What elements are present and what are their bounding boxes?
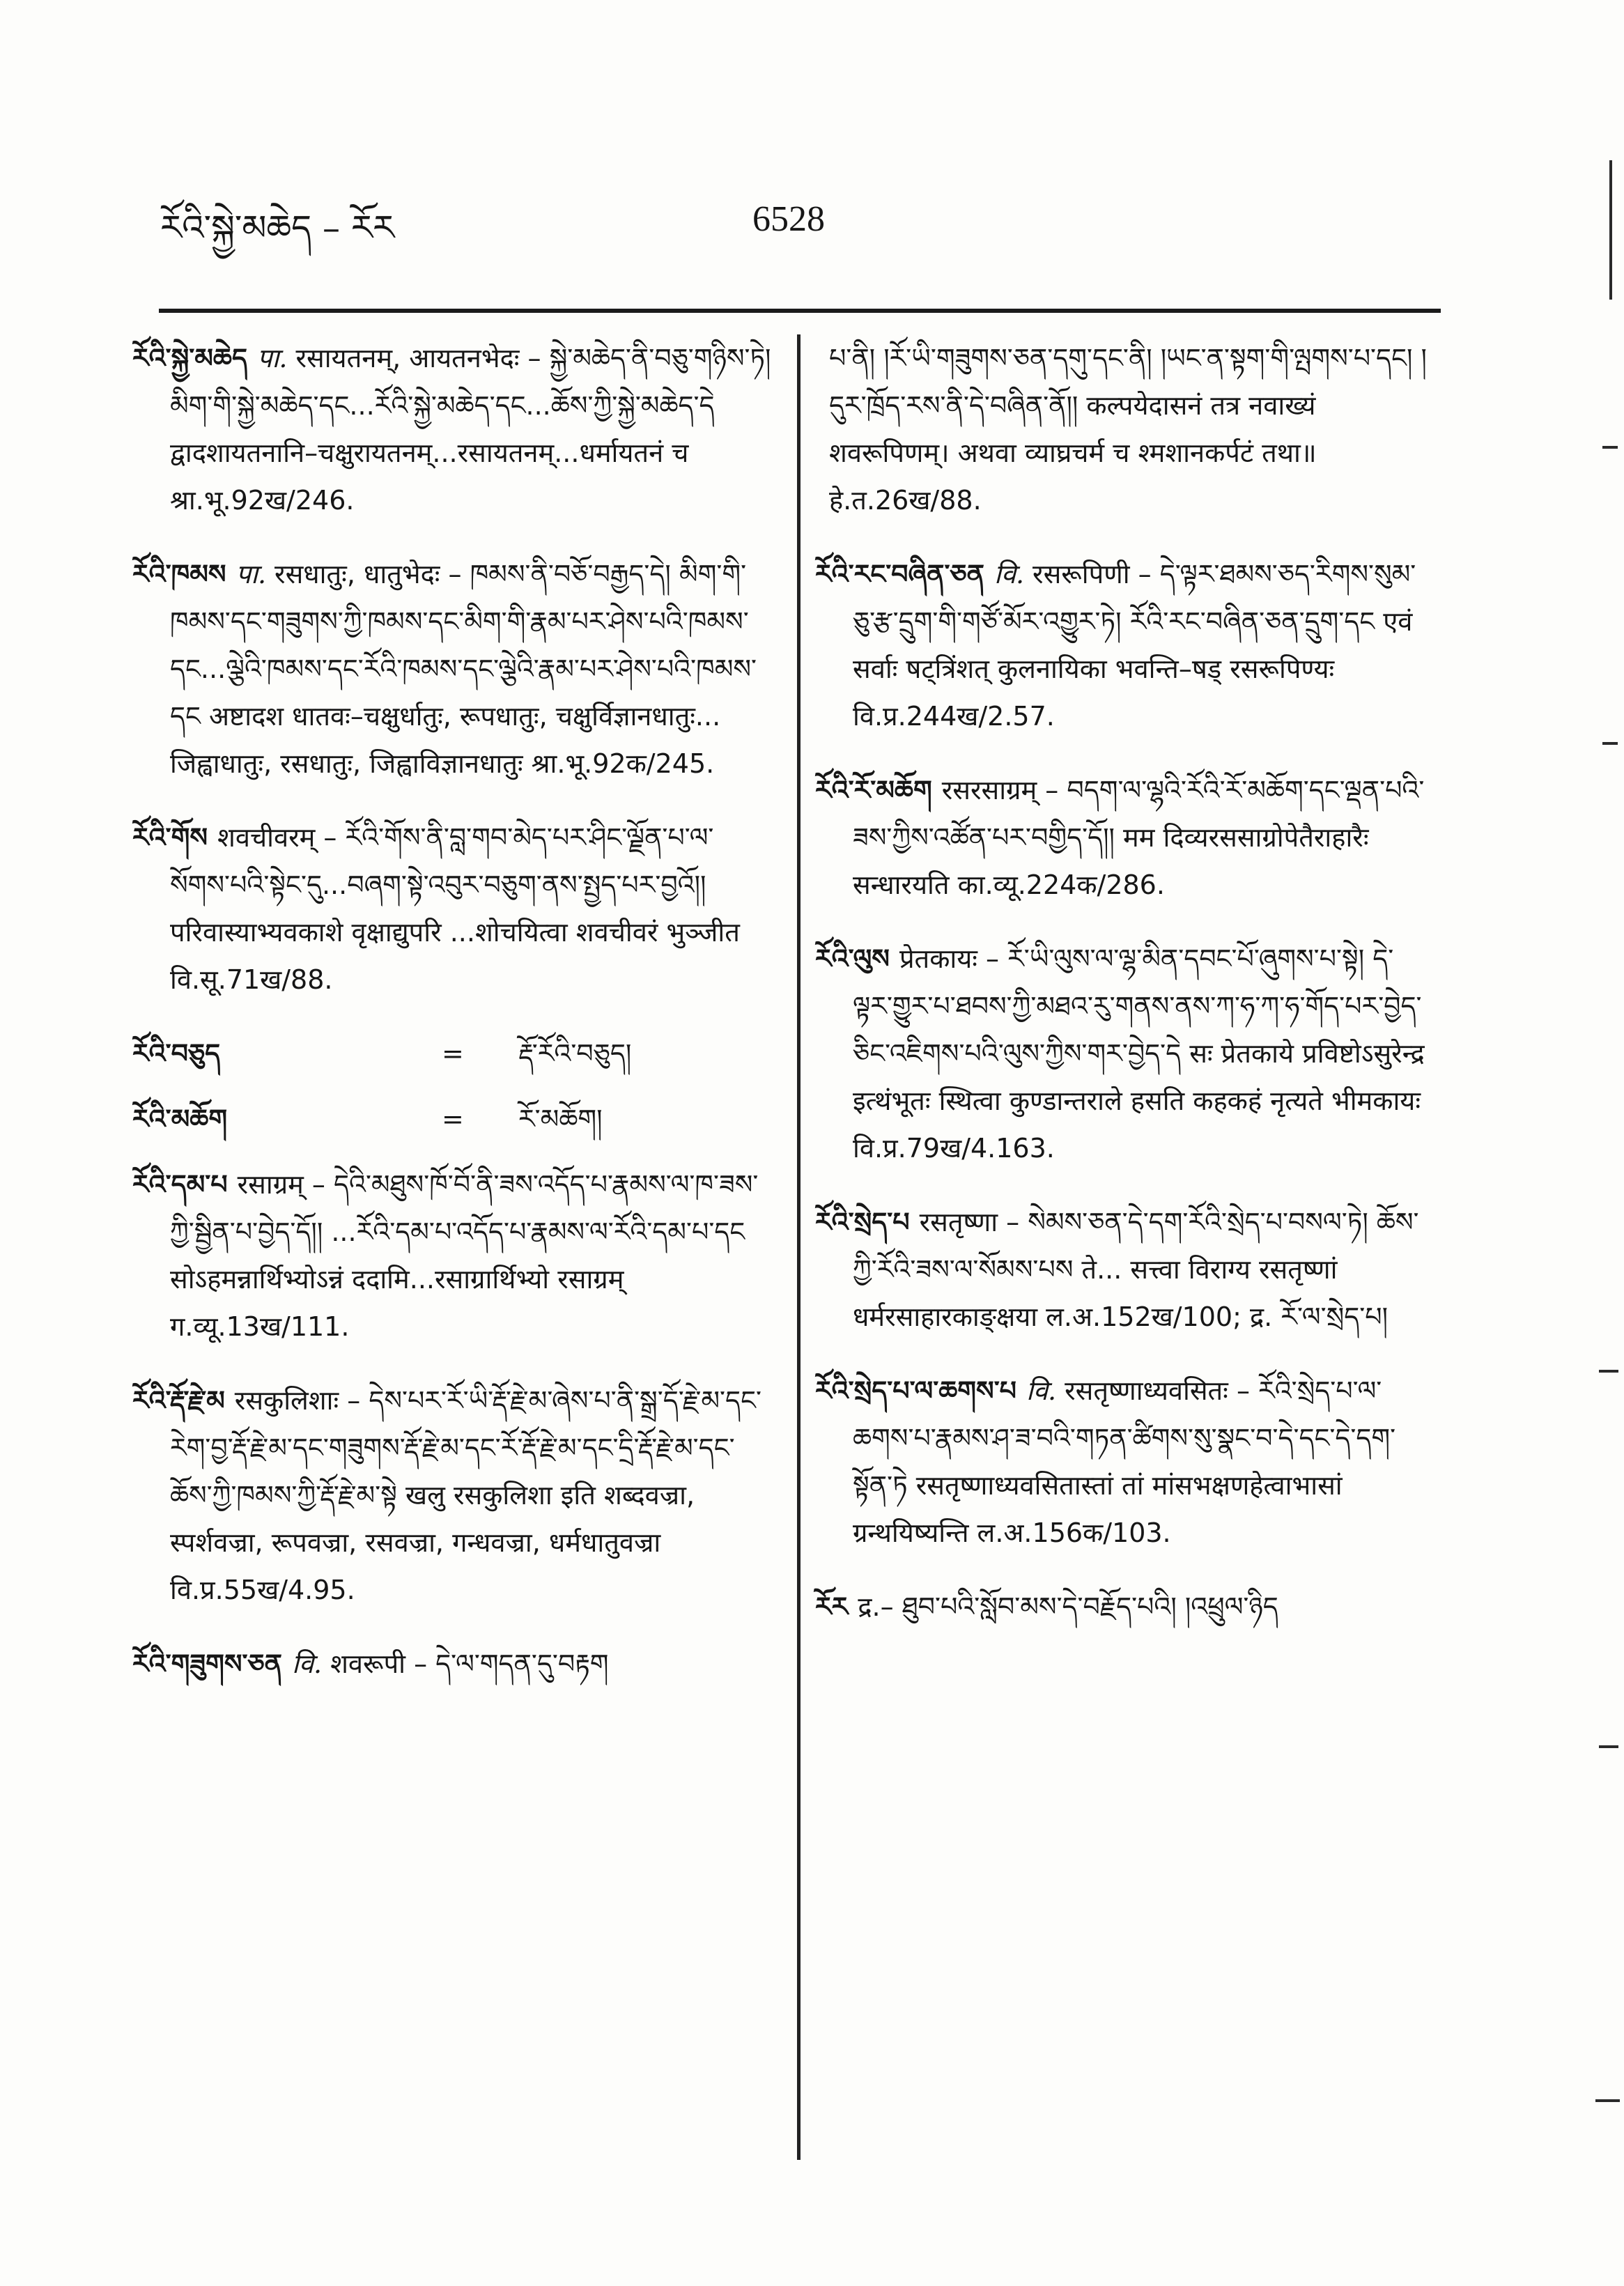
headword: རོའི་ལུས <box>815 943 890 974</box>
equals-sign: = <box>442 1104 464 1134</box>
dictionary-entry-continuation <box>815 334 1428 524</box>
entry-body: रसायतनम्, आयतनभेदः – སྐྱེ་མཆེད་ནི་བཅུ་གཉིས་ཏེ། མིག་གི་སྐྱེ་མཆེད་དང...རོའི་སྐྱེ་མཆེད་དང...ཆོས་ཀྱི་སྐྱེ་མཆེད་དེ द्वादशायतनानि–चक्षुरायतनम्...रसायतनम्...धर्मायतनं च श्रा.भू.92ख/246. <box>170 343 771 516</box>
headword: རོའི་རང་བཞིན་ཅན <box>815 558 984 589</box>
headword: རོའི་རྡོ་རྗེ་མ <box>132 1384 225 1416</box>
equals-sign: = <box>442 1038 464 1069</box>
dictionary-entry <box>132 550 773 787</box>
headword: རོའི་མཆོག <box>132 1103 228 1134</box>
entry-body: शवचीवरम् – རོའི་གོས་ནི་བླ་གབ་མེད་པར་ཤིང་ལྗོན་པ་ལ་སོགས་པའི་སྟེང་དུ...བཞག་སྟེ་འབུར་བཅུག་ནས་སྤྱད་པར་བྱའོ།། परिवास्याभ्यवकाशे वृक्षाद्युपरि ...शोचयित्वा शवचीवरं भुञ्जीत वि.सू.71ख/88. <box>170 822 740 995</box>
grammar-tag: वि. <box>993 559 1025 589</box>
edge-mark <box>1595 2099 1620 2102</box>
header-rule <box>159 309 1441 313</box>
headword: རོའི་སྐྱེ་མཆེད <box>132 342 247 373</box>
entry-body: रसरसाग्रम् – བདག་ལ་ལྷའི་རོའི་རོ་མཆོག་དང་ལྡན་པའི་ཟས་ཀྱིས་འཚོན་པར་བགྱིད་དོ།། मम दिव्यरससाग्रोपेतैराहारैः सन्धारयति का.व्यू.224क/286. <box>853 775 1425 900</box>
dictionary-entry <box>132 1640 773 1688</box>
dictionary-entry <box>132 814 773 1003</box>
dictionary-entry <box>815 1583 1428 1630</box>
dictionary-entry <box>815 1198 1428 1341</box>
entry-body: रसरूपिणी – དེ་ལྟར་ཐམས་ཅད་རིགས་སུམ་ཅུ་རྩ་དྲུག་གི་གཙོ་མོར་འགྱུར་ཏེ། རོའི་རང་བཞིན་ཅན་དྲུག་དང एवं सर्वाः षट्त्रिंशत् कुलनायिका भवन्ति–षड् रसरूपिण्यः वि.प्र.244ख/2.57. <box>853 559 1416 732</box>
grammar-tag: पा. <box>256 343 288 373</box>
cross-reference <box>132 1095 773 1143</box>
edge-mark <box>1602 742 1618 745</box>
headword: རོའི་གཟུགས་ཅན <box>132 1648 283 1679</box>
headword: རོའི་རོ་མཆོག <box>815 774 932 805</box>
edge-mark <box>1599 1745 1618 1748</box>
edge-mark <box>1599 1370 1618 1373</box>
column-divider <box>797 334 801 2160</box>
dictionary-entry <box>132 1161 773 1350</box>
entry-body: रसधातुः, धातुभेदः – ཁམས་ནི་བཅོ་བརྒྱད་དེ། མིག་གི་ཁམས་དང་གཟུགས་ཀྱི་ཁམས་དང་མིག་གི་རྣམ་པར་ཤེས་པའི་ཁམས་དང...ལྕེའི་ཁམས་དང་རོའི་ཁམས་དང་ལྕེའི་རྣམ་པར་ཤེས་པའི་ཁམས་དང अष्टादश धातवः–चक्षुर्धातुः, रूपधातुः, चक्षुर्विज्ञानधातुः... जिह्वाधातुः, रसधातुः, जिह्वाविज्ञानधातुः श्रा.भू.92क/245. <box>170 559 757 779</box>
dictionary-entry <box>815 766 1428 909</box>
edge-mark <box>1602 446 1618 449</box>
grammar-tag: वि. <box>292 1648 323 1679</box>
entry-body: प्रेतकायः – རོ་ཡི་ལུས་ལ་ལྷ་མིན་དབང་པོ་ཞུགས་པ་སྟེ། དེ་ལྟར་གྱུར་པ་ཐབས་ཀྱི་མཐའ་རུ་གནས་ནས་ཀ་ཧ་ཀ་ཧ་གོད་པར་བྱེད་ཅིང་འཇིགས་པའི་ལུས་ཀྱིས་གར་བྱེད་དེ सः प्रेतकाये प्रविष्टोऽसुरेन्द्र इत्थंभूतः स्थित्वा कुण्डान्तराले हसति कहकहं नृत्यते भीमकायः वि.प्र.79ख/4.163. <box>853 943 1425 1164</box>
xref-target: རྡོ་རོའི་བཅུད། <box>518 1038 632 1069</box>
right-column <box>815 334 1428 1657</box>
dictionary-entry <box>132 334 773 524</box>
xref-target: རོ་མཆོག། <box>518 1104 603 1134</box>
headword: རོའི་དམ་པ <box>132 1168 228 1200</box>
entry-body: रसकुलिशाः – དེས་པར་རོ་ཡི་རྡོ་རྗེ་མ་ཞེས་པ་ནི་སྒྲ་དོ་རྗེ་མ་དང་རེག་བྱ་རྡོ་རྗེ་མ་དང་གཟུགས་རྡོ་རྗེ་མ་དང་རོ་རྡོ་རྗེ་མ་དང་དྲི་རྡོ་རྗེ་མ་དང་ཆོས་ཀྱི་ཁམས་ཀྱི་རྡོ་རྗེ་མ་སྟེ खलु रसकुलिशा इति शब्दवज्रा, स्पर्शवज्रा, रूपवज्रा, रसवज्रा, गन्धवज्रा, धर्मधातुवज्रा वि.प्र.55ख/4.95. <box>170 1385 761 1605</box>
entry-body: रसाग्रम् – དེའི་མཐུས་ཁོ་བོ་ནི་ཟས་འདོད་པ་རྣམས་ལ་ཁ་ཟས་ཀྱི་སྦྱིན་པ་བྱེད་དོ།། ...རོའི་དམ་པ་འདོད་པ་རྣམས་ལ་རོའི་དམ་པ་དང सोऽहमन्नार्थिभ्योऽन्नं ददामि...रसाग्रार्थिभ्यो रसाग्रम् ग.व्यू.13ख/111. <box>170 1169 759 1342</box>
headword: རོའི་བཅུད <box>132 1037 221 1069</box>
left-column <box>132 334 773 1714</box>
entry-body: द्र.– ཐུབ་པའི་སློབ་མས་དེ་བརྗོད་པའི། །འཕྲུལ་ཉིད <box>858 1591 1278 1622</box>
grammar-tag: पा. <box>235 559 267 589</box>
page-number: 6528 <box>752 199 825 239</box>
entry-body: रसतृष्णा – སེམས་ཅན་དེ་དག་རོའི་སྲེད་པ་བསལ་ཏེ། ཆོས་ཀྱི་རོའི་ཟས་ལ་སོམས་པས ते... सत्त्वा विराग्य रसतृष्णां धर्मरसाहारकाङ्क्षया ल.अ.152ख/100; द्र. རོ་ལ་སྲེད་པ། <box>853 1207 1419 1332</box>
headword: རོའི་ཁམས <box>132 558 226 589</box>
dictionary-entry <box>132 1377 773 1614</box>
grammar-tag: वि. <box>1026 1375 1057 1406</box>
dictionary-entry <box>815 1367 1428 1557</box>
running-head: རོའི་སྐྱེ་མཆེད – རོར <box>160 208 395 248</box>
headword: རོར <box>815 1591 849 1622</box>
edge-mark <box>1609 160 1612 300</box>
cross-reference <box>132 1030 773 1077</box>
entry-body: रसतृष्णाध्यवसितः – རོའི་སྲེད་པ་ལ་ཆགས་པ་རྣམས་ཤ་ཟ་བའི་གཏན་ཚིགས་སུ་སྣང་བ་དེ་དང་དེ་དག་སྟོན་ཏེ रसतृष्णाध्यवसितास्तां तां मांसभक्षणहेत्वाभासां ग्रन्थयिष्यन्ति ल.अ.156क/103. <box>853 1375 1396 1548</box>
headword: རོའི་གོས <box>132 821 208 853</box>
entry-body: པ་ནི། །རོ་ཡི་གཟུགས་ཅན་དགུ་དང་ནི། །ཡང་ན་སྟག་གི་ལྤགས་པ་དང། །དུར་ཁྲོད་རས་ནི་དེ་བཞིན་ནོ།། कल्पयेदासनं तत्र नवाख्यं शवरूपिणम्। अथवा व्याघ्रचर्म च श्मशानकर्पटं तथा॥ हे.त.26ख/88. <box>829 343 1427 516</box>
entry-body: शवरूपी – དེ་ལ་གདན་དུ་བརྟག <box>330 1648 609 1679</box>
headword: རོའི་སྲེད་པ་ལ་ཆགས་པ <box>815 1375 1017 1406</box>
dictionary-entry <box>815 550 1428 740</box>
headword: རོའི་སྲེད་པ <box>815 1206 910 1237</box>
dictionary-entry <box>815 935 1428 1172</box>
